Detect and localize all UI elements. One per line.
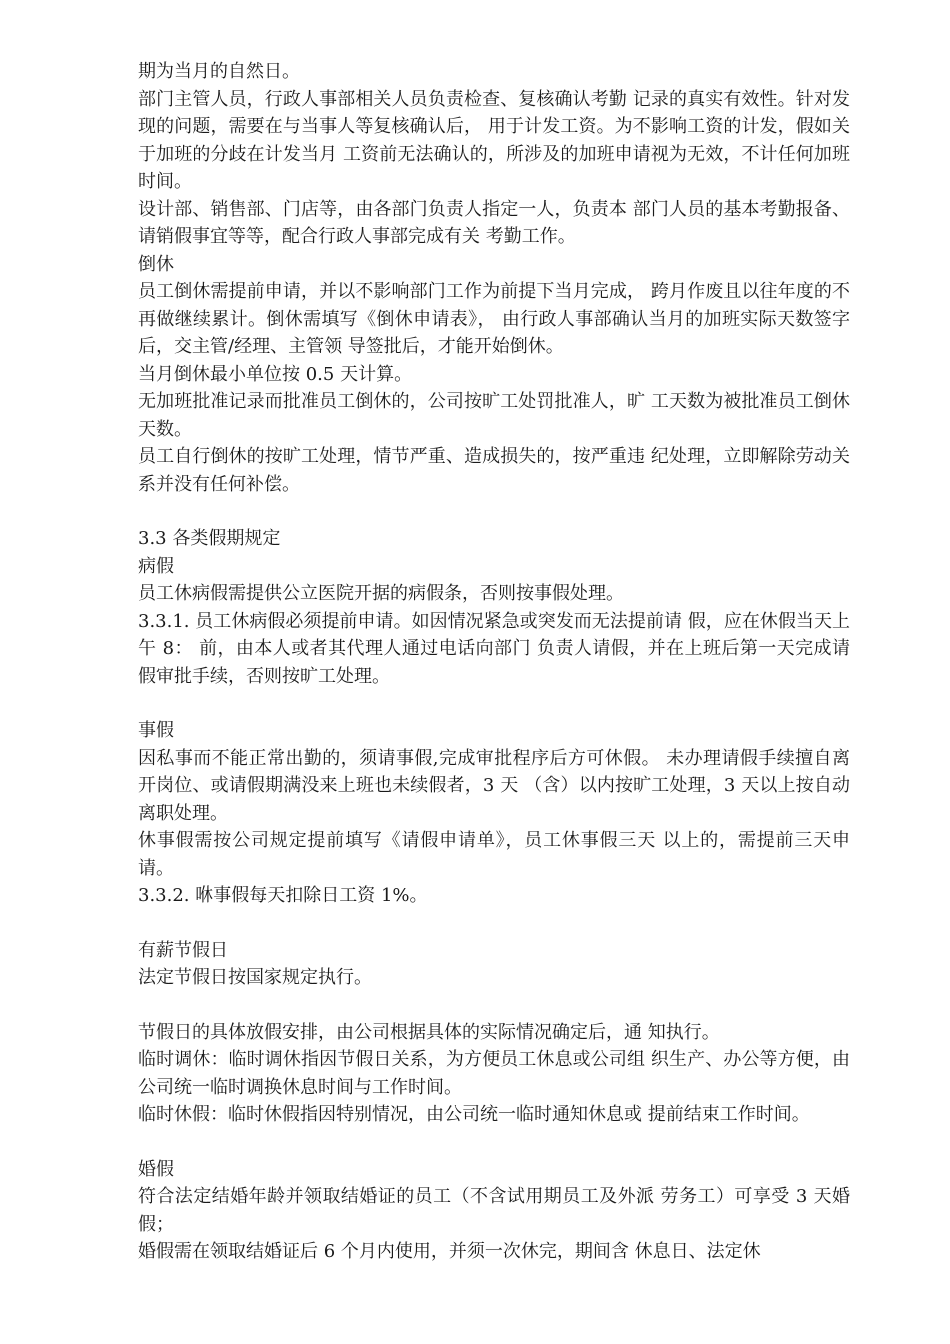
paragraph: 3.3.1. 员工休病假必须提前申请。如因情况紧急或突发而无法提前请 假，应在休假当天上午 8： 前，由本人或者其代理人通过电话向部门 负责人请假，并在上班后第一天完成请假审批手续，否则按旷工处理。 (138, 610, 850, 687)
paragraph: 法定节假日按国家规定执行。 (138, 967, 372, 988)
paragraph: 员工自行倒休的按旷工处理，情节严重、造成损失的，按严重违 纪处理，立即解除劳动关系并没有任何补偿。 (138, 446, 850, 495)
paragraph: 3.3.2. 咻事假每天扣除日工资 1%。 (138, 885, 428, 906)
paragraph: 设计部、销售部、门店等，由各部门负责人指定一人，负责本 部门人员的基本考勤报备、请销假事宜等等，配合行政人事部完成有关 考勤工作。 (138, 198, 850, 247)
section-heading: 有薪节假日 (138, 939, 228, 961)
paragraph: 期为当月的自然日。 (138, 61, 300, 82)
paragraph: 节假日的具体放假安排，由公司根据具体的实际情况确定后，通 知执行。 (138, 1021, 720, 1043)
section-heading: 婚假 (138, 1158, 174, 1180)
paragraph: 临时休假：临时休假指因特别情况，由公司统一临时通知休息或 提前结束工作时间。 (138, 1104, 810, 1125)
section-heading: 倒休 (138, 253, 174, 275)
paragraph: 无加班批准记录而批准员工倒休的，公司按旷工处罚批准人，旷 工天数为被批准员工倒休天数。 (138, 391, 850, 440)
paragraph: 婚假需在领取结婚证后 6 个月内使用，并须一次休完，期间含 休息日、法定休 (138, 1241, 761, 1262)
section-heading: 3.3 各类假期规定 (138, 528, 281, 549)
document-body (138, 58, 850, 1266)
blank-line (138, 498, 850, 525)
blank-line (138, 910, 850, 937)
blank-line (138, 992, 850, 1019)
section-heading: 事假 (138, 720, 174, 741)
paragraph: 临时调休：临时调休指因节假日关系，为方便员工休息或公司组 织生产、办公等方便，由公司统一临时调换休息时间与工作时间。 (138, 1049, 850, 1098)
blank-line (138, 690, 850, 717)
paragraph: 员工倒休需提前申请，并以不影响部门工作为前提下当月完成， 跨月作废且以往年度的不再做继续累计。倒休需填写《倒休申请表》， 由行政人事部确认当月的加班实际天数签字后，交主管/经理、主管领 导签批后，才能开始倒休。 (138, 281, 850, 357)
blank-line (138, 1129, 850, 1156)
paragraph: 符合法定结婚年龄并领取结婚证的员工（不含试用期员工及外派 劳务工）可享受 3 天婚假； (138, 1186, 850, 1235)
paragraph: 因私事而不能正常出勤的，须请事假,完成审批程序后方可休假。 未办理请假手续擅自离开岗位、或请假期满没来上班也未续假者，3 天 （含）以内按旷工处理，3 天以上按自动离职处理。 (138, 747, 850, 824)
section-heading: 病假 (138, 555, 174, 577)
paragraph: 部门主管人员，行政人事部相关人员负责检查、复核确认考勤 记录的真实有效性。针对发现的问题，需要在与当事人等复核确认后， 用于计发工资。为不影响工资的计发，假如关于加班的分歧在计发当月 工资前无法确认的，所涉及的加班申请视为无效，不计任何加班时间。 (138, 88, 850, 192)
paragraph: 员工休病假需提供公立医院开据的病假条，否则按事假处理。 (138, 583, 624, 604)
paragraph: 当月倒休最小单位按 0.5 天计算。 (138, 363, 413, 385)
paragraph: 休事假需按公司规定提前填写《请假申请单》，员工休事假三天 以上的，需提前三天申请。 (138, 830, 850, 879)
